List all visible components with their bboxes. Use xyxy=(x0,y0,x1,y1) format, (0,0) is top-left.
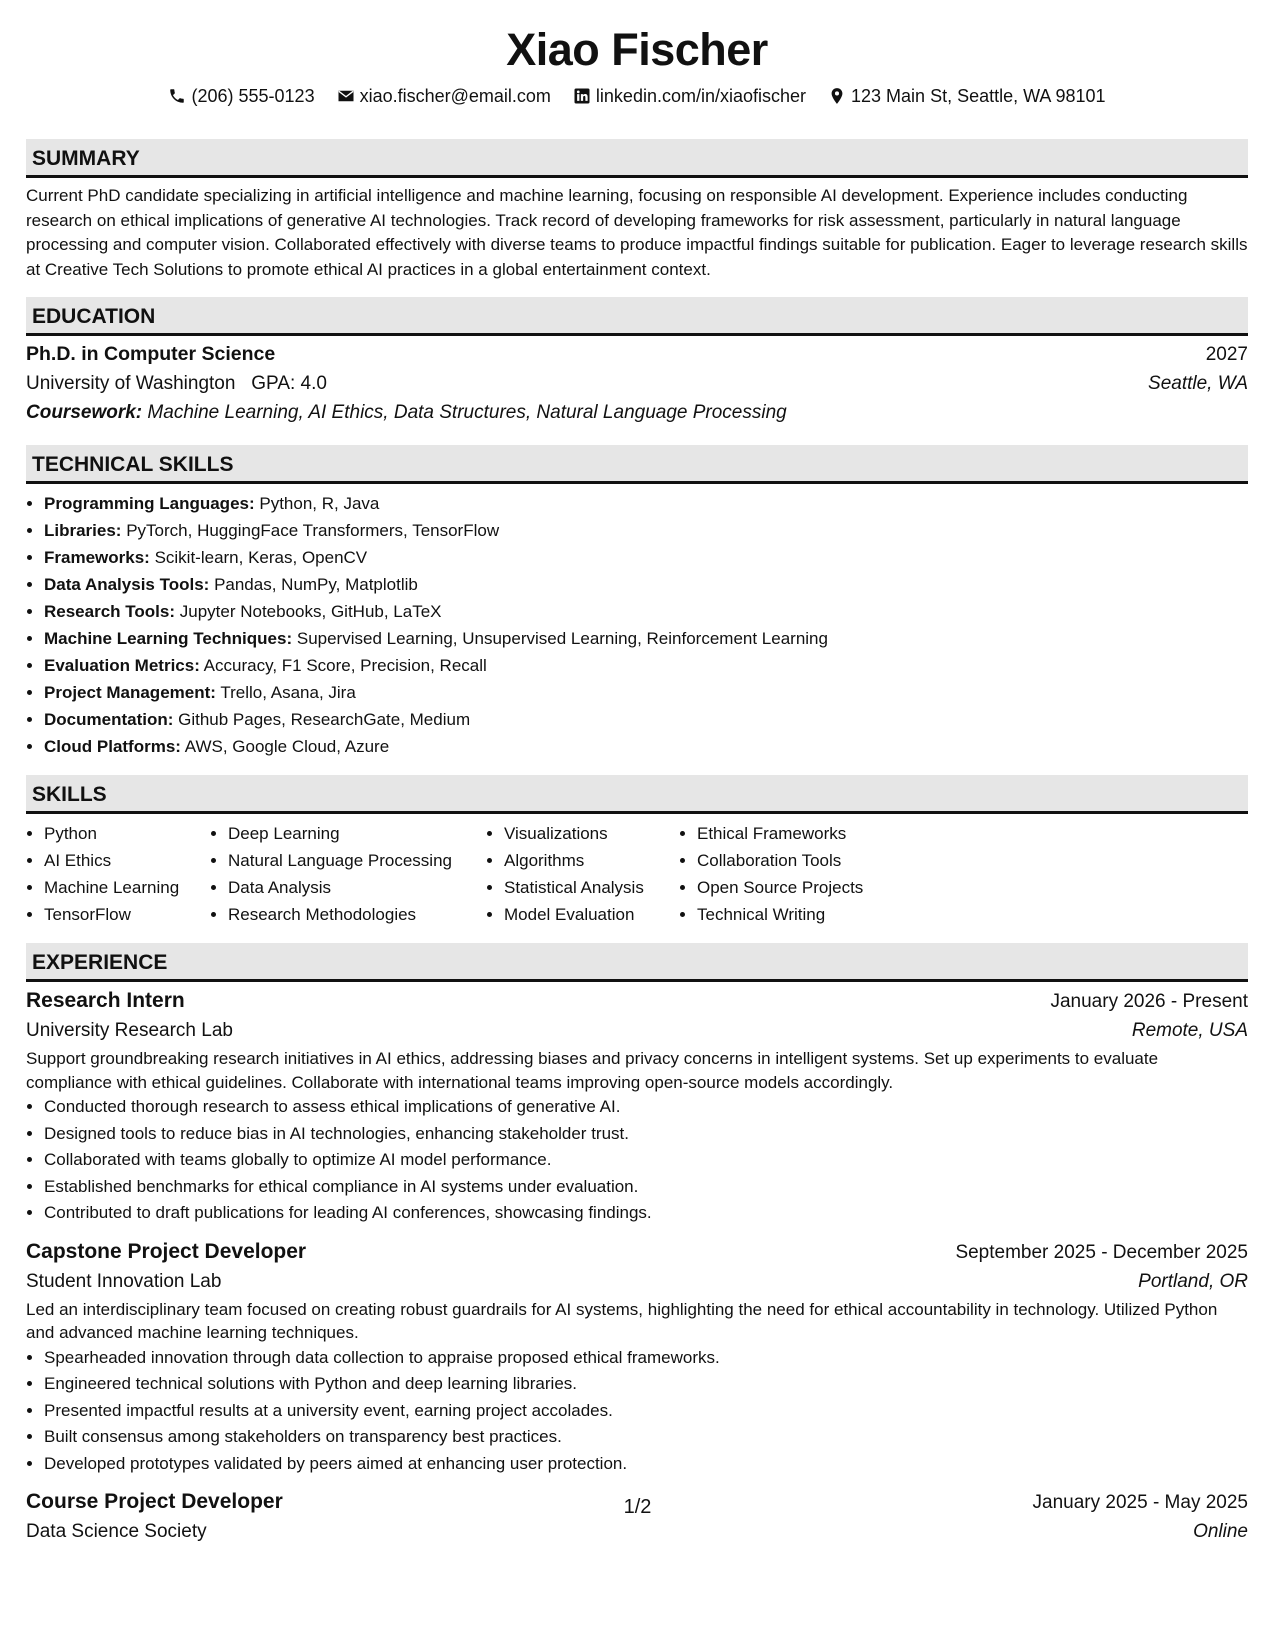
skills-column xyxy=(486,820,679,928)
skills-column xyxy=(679,820,939,928)
coursework xyxy=(26,398,1248,428)
contact-email[interactable] xyxy=(337,84,551,108)
job-location: Remote, USA xyxy=(1131,1020,1248,1041)
job-location: Online xyxy=(1193,1521,1248,1542)
list-item: • Research Tools: Jupyter Notebooks, GitHub, LaTeX xyxy=(44,598,1248,625)
job-bullets xyxy=(26,1094,1248,1227)
address-text: 123 Main St, Seattle, WA 98101 xyxy=(851,86,1106,106)
job-dates: January 2026 - Present xyxy=(1050,991,1248,1012)
list-item: • Machine Learning Techniques: Supervised Learning, Unsupervised Learning, Reinforcement Learning xyxy=(44,625,1248,652)
skills-column xyxy=(26,820,210,928)
contact-linkedin[interactable] xyxy=(573,84,806,108)
job-org: Student Innovation Lab xyxy=(26,1270,222,1292)
envelope-icon xyxy=(337,87,355,105)
phone-icon xyxy=(168,87,186,105)
list-item: • Collaboration Tools xyxy=(697,847,939,874)
list-item: • Designed tools to reduce bias in AI technologies, enhancing stakeholder trust. xyxy=(44,1121,1248,1148)
education-entry xyxy=(26,340,1248,428)
list-item: • Contributed to draft publications for leading AI conferences, showcasing findings. xyxy=(44,1200,1248,1227)
section-heading-skills: SKILLS xyxy=(26,775,1248,814)
list-item: • Open Source Projects xyxy=(697,874,939,901)
job-description: Led an interdisciplinary team focused on creating robust guardrails for AI systems, highlighting the need for ethical accountability in technology. Utilized Python and advanced machine learning techniques. xyxy=(26,1299,1218,1342)
list-item: • Technical Writing xyxy=(697,901,939,928)
job-dates: January 2025 - May 2025 xyxy=(1032,1492,1248,1513)
job-org: University Research Lab xyxy=(26,1020,233,1041)
list-item: • Built consensus among stakeholders on transparency best practices. xyxy=(44,1424,1248,1451)
linkedin-icon xyxy=(573,87,591,105)
school-location: Seattle, WA xyxy=(1148,373,1248,394)
list-item: • Machine Learning xyxy=(44,874,210,901)
list-item: • Engineered technical solutions with Python and deep learning libraries. xyxy=(44,1371,1248,1398)
list-item: • Conducted thorough research to assess ethical implications of generative AI. xyxy=(44,1094,1248,1121)
list-item: • Project Management: Trello, Asana, Jira xyxy=(44,679,1248,706)
school-name: University of Washington xyxy=(26,373,236,394)
list-item: • Deep Learning xyxy=(228,820,486,847)
section-heading-experience: EXPERIENCE xyxy=(26,943,1248,982)
list-item: • Established benchmarks for ethical compliance in AI systems under evaluation. xyxy=(44,1174,1248,1201)
job-title: Course Project Developer xyxy=(26,1490,283,1513)
list-item: • Data Analysis xyxy=(228,874,486,901)
list-item: • Statistical Analysis xyxy=(504,874,679,901)
list-item: • Collaborated with teams globally to optimize AI model performance. xyxy=(44,1147,1248,1174)
resume-page xyxy=(26,0,1248,1546)
gpa: GPA: 4.0 xyxy=(251,373,327,394)
list-item: • Programming Languages: Python, R, Java xyxy=(44,490,1248,517)
list-item: • TensorFlow xyxy=(44,901,210,928)
list-item: • Developed prototypes validated by peers aimed at enhancing user protection. xyxy=(44,1451,1248,1478)
linkedin-text[interactable]: linkedin.com/in/xiaofischer xyxy=(595,86,807,106)
list-item: • Natural Language Processing xyxy=(228,847,486,874)
school-name-gpa xyxy=(26,369,327,398)
list-item: • AI Ethics xyxy=(44,847,210,874)
list-item: • Spearheaded innovation through data collection to appraise proposed ethical frameworks. xyxy=(44,1345,1248,1372)
list-item: • Presented impactful results at a university event, earning project accolades. xyxy=(44,1398,1248,1425)
job-org: Data Science Society xyxy=(26,1521,207,1542)
section-heading-education: EDUCATION xyxy=(26,297,1248,336)
list-item: • Libraries: PyTorch, HuggingFace Transformers, TensorFlow xyxy=(44,517,1248,544)
list-item: • Data Analysis Tools: Pandas, NumPy, Matplotlib xyxy=(44,571,1248,598)
job-title: Capstone Project Developer xyxy=(26,1239,307,1263)
job-entry xyxy=(26,1237,1248,1478)
list-item: • Python xyxy=(44,820,210,847)
contact-phone xyxy=(168,84,314,108)
job-bullets xyxy=(26,1345,1248,1478)
list-item: • Evaluation Metrics: Accuracy, F1 Score, Precision, Recall xyxy=(44,652,1248,679)
list-item: • Cloud Platforms: AWS, Google Cloud, Azure xyxy=(44,733,1248,760)
email-text[interactable]: xiao.fischer@email.com xyxy=(359,86,551,106)
job-location: Portland, OR xyxy=(1138,1270,1248,1292)
coursework-label: Coursework: xyxy=(26,402,143,423)
job-description: Support groundbreaking research initiatives in AI ethics, addressing biases and privacy concerns in intelligent systems. Set up experiments to evaluate compliance with ethical guidelines. Collaborate with international teams improving open-source models accordingly. xyxy=(26,1049,1159,1092)
phone-text: (206) 555-0123 xyxy=(191,86,315,106)
section-heading-summary: SUMMARY xyxy=(26,139,1248,178)
map-pin-icon xyxy=(828,87,846,105)
list-item: • Model Evaluation xyxy=(504,901,679,928)
skills-column xyxy=(210,820,486,928)
list-item: • Research Methodologies xyxy=(228,901,486,928)
summary-text: Current PhD candidate specializing in artificial intelligence and machine learning, focusing on responsible AI development. Experience includes conducting research on ethical implications of generative AI technologies. Track record of developing frameworks for risk assessment, particularly in natural language processing and computer vision. Collaborated effectively with diverse teams to produce impactful findings suitable for publication. Eager to leverage research skills at Creative Tech Solutions to promote ethical AI practices in a global entertainment context. xyxy=(26,186,1248,279)
job-entry xyxy=(26,986,1248,1227)
list-item: • Frameworks: Scikit-learn, Keras, OpenCV xyxy=(44,544,1248,571)
graduation-year: 2027 xyxy=(1205,344,1248,365)
job-dates: September 2025 - December 2025 xyxy=(955,1241,1248,1263)
candidate-name: Xiao Fischer xyxy=(506,24,768,75)
list-item: • Documentation: Github Pages, ResearchGate, Medium xyxy=(44,706,1248,733)
degree-title: Ph.D. in Computer Science xyxy=(26,343,276,365)
contact-address xyxy=(828,84,1106,108)
coursework-list: Machine Learning, AI Ethics, Data Structures, Natural Language Processing xyxy=(147,402,787,423)
technical-skills-list xyxy=(26,490,1248,760)
job-title: Research Intern xyxy=(26,989,185,1012)
skills-grid xyxy=(26,820,1248,928)
page-number: 1/2 xyxy=(623,1496,652,1518)
list-item: • Algorithms xyxy=(504,847,679,874)
list-item: • Visualizations xyxy=(504,820,679,847)
list-item: • Ethical Frameworks xyxy=(697,820,939,847)
contact-bar xyxy=(26,84,1248,108)
section-heading-technical-skills: TECHNICAL SKILLS xyxy=(26,445,1248,484)
